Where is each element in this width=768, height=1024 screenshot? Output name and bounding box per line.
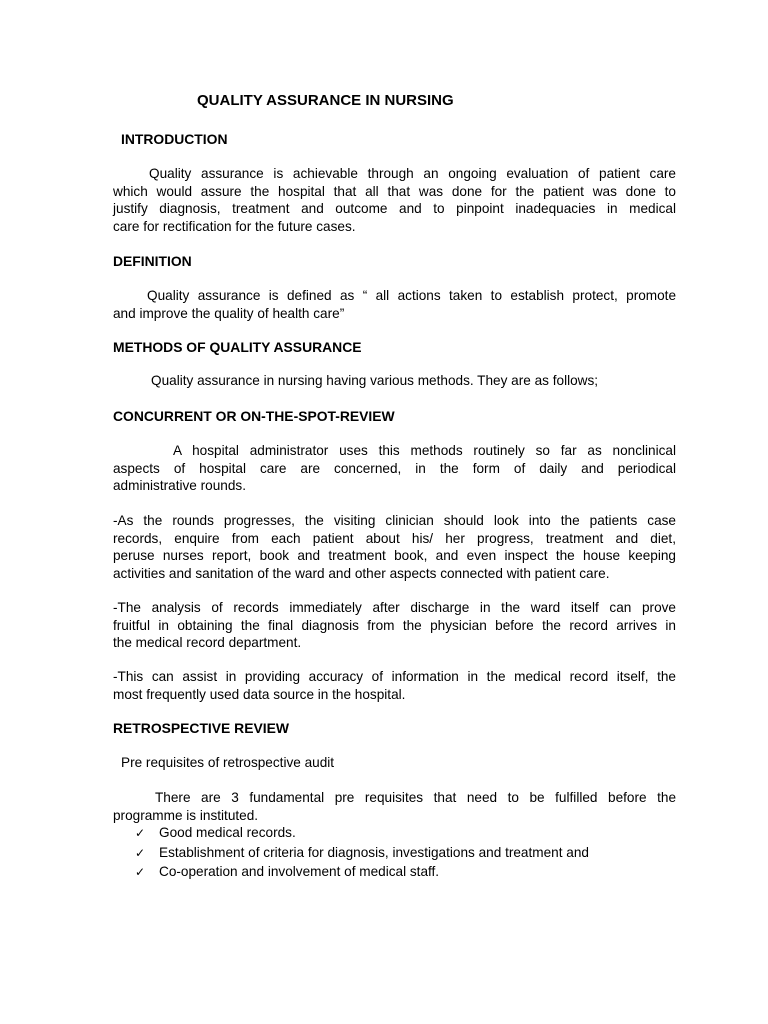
prerequisites-intro <box>113 789 676 824</box>
paragraph-line: activities and sanitation of the ward and other aspects connected with patient care. <box>113 565 610 581</box>
paragraph-line: Quality assurance is achievable through an ongoing evaluation of patient care <box>149 166 676 181</box>
check-icon: ✓ <box>135 826 146 840</box>
concurrent-paragraph-3 <box>113 599 676 652</box>
paragraph-line: most frequently used data source in the hospital. <box>113 686 406 702</box>
paragraph-line: fruitful in obtaining the final diagnosis from the physician before the record arrives in <box>113 617 676 633</box>
paragraph-line: aspects of hospital care are concerned, in the form of daily and periodical <box>113 460 676 476</box>
concurrent-paragraph-2 <box>113 512 676 582</box>
checklist-item-label: Good medical records. <box>159 825 296 840</box>
paragraph-line: -As the rounds progresses, the visiting clinician should look into the patients case <box>113 513 676 528</box>
concurrent-paragraph-4 <box>113 668 676 703</box>
paragraph-line: which would assure the hospital that all that was done for the patient was done to <box>113 183 676 199</box>
paragraph-line: and improve the quality of health care” <box>113 305 345 321</box>
concurrent-paragraph-1 <box>113 442 676 495</box>
checklist-item-label: Establishment of criteria for diagnosis, investigations and treatment and <box>159 845 589 860</box>
checklist-item-label: Co-operation and involvement of medical staff. <box>159 864 440 879</box>
checklist-item <box>135 864 439 879</box>
methods-text: Quality assurance in nursing having various methods. They are as follows; <box>151 373 599 388</box>
paragraph-line: care for rectification for the future cases. <box>113 218 356 234</box>
introduction-paragraph <box>113 165 676 235</box>
paragraph-line: justify diagnosis, treatment and outcome and to pinpoint inadequacies in medical <box>113 201 676 216</box>
paragraph-line: A hospital administrator uses this methods routinely so far as nonclinical <box>173 443 676 458</box>
paragraph-line: programme is instituted. <box>113 807 259 823</box>
paragraph-line: Quality assurance is defined as “ all actions taken to establish protect, promote <box>147 288 676 303</box>
paragraph-line: records, enquire from each patient about his/ her progress, treatment and diet, <box>113 530 676 546</box>
document-title: QUALITY ASSURANCE IN NURSING <box>197 92 454 109</box>
paragraph-line: -The analysis of records immediately after discharge in the ward itself can prove <box>113 600 676 615</box>
paragraph-line: administrative rounds. <box>113 478 246 493</box>
checklist-item <box>135 845 589 860</box>
paragraph-line: the medical record department. <box>113 635 302 650</box>
prerequisites-subheading: Pre requisites of retrospective audit <box>121 755 335 770</box>
definition-paragraph <box>113 287 676 322</box>
definition-heading: DEFINITION <box>113 253 192 269</box>
methods-heading: METHODS OF QUALITY ASSURANCE <box>113 339 362 355</box>
retrospective-review-heading: RETROSPECTIVE REVIEW <box>113 720 289 736</box>
paragraph-line: -This can assist in providing accuracy of information in the medical record itself, the <box>113 669 676 684</box>
paragraph-line: There are 3 fundamental pre requisites that need to be fulfilled before the <box>155 790 676 805</box>
checklist-item <box>135 825 296 840</box>
introduction-heading: INTRODUCTION <box>121 131 228 147</box>
concurrent-review-heading: CONCURRENT OR ON-THE-SPOT-REVIEW <box>113 408 395 424</box>
check-icon: ✓ <box>135 846 146 860</box>
check-icon: ✓ <box>135 865 146 879</box>
paragraph-line: peruse nurses report, book and treatment book, and even inspect the house keeping <box>113 548 676 563</box>
